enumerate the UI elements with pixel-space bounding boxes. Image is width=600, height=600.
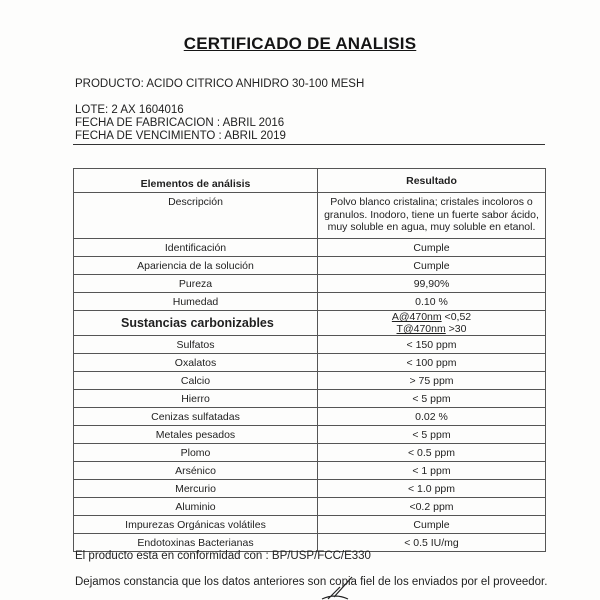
table-row — [74, 275, 546, 293]
element-cell: Identificación — [74, 239, 318, 257]
element-cell: Plomo — [74, 444, 318, 462]
result-cell: Cumple — [318, 257, 546, 275]
table-row — [74, 239, 546, 257]
table-row — [74, 257, 546, 275]
element-cell: Hierro — [74, 390, 318, 408]
element-cell: Humedad — [74, 293, 318, 311]
result-cell: < 0.5 ppm — [318, 444, 546, 462]
element-cell: Endotoxinas Bacterianas — [74, 534, 318, 552]
table-row — [74, 516, 546, 534]
header-result: Resultado — [318, 169, 546, 193]
table-row — [74, 408, 546, 426]
signature-mark — [300, 575, 380, 600]
element-cell: Calcio — [74, 372, 318, 390]
header-divider — [73, 144, 545, 145]
result-cell: <0.2 ppm — [318, 498, 546, 516]
result-cell: 0.02 % — [318, 408, 546, 426]
result-cell: 0.10 % — [318, 293, 546, 311]
table-row — [74, 534, 546, 552]
document-title: CERTIFICADO DE ANALISIS — [183, 34, 417, 53]
result-cell: < 5 ppm — [318, 426, 546, 444]
lot-line: LOTE: 2 AX 1604016 — [75, 104, 184, 116]
description-line: granulos. Inodoro, tiene un fuerte sabor ácido, — [324, 208, 539, 221]
result-cell: < 1.0 ppm — [318, 480, 546, 498]
result-cell: 99,90% — [318, 275, 546, 293]
element-cell: Descripción — [74, 193, 318, 239]
transmittance-label: T@470nm — [396, 323, 446, 335]
element-cell: Sustancias carbonizables — [74, 311, 318, 336]
copy-statement: Dejamos constancia que los datos anteriores son copia fiel de los enviados por el proveedor. — [75, 576, 548, 588]
description-line: Polvo blanco cristalina; cristales incoloros o — [330, 196, 533, 208]
element-cell: Arsénico — [74, 462, 318, 480]
table-row — [74, 372, 546, 390]
element-cell: Mercurio — [74, 480, 318, 498]
product-line: PRODUCTO: ACIDO CITRICO ANHIDRO 30-100 MESH — [75, 78, 365, 90]
result-cell: < 0.5 IU/mg — [318, 534, 546, 552]
absorbance-value: <0,52 — [441, 311, 472, 323]
result-cell — [318, 311, 546, 336]
transmittance-result — [321, 323, 542, 335]
table-row-carbonizables — [74, 311, 546, 336]
table-row — [74, 354, 546, 372]
description-line: muy soluble en agua, muy soluble en etanol. — [327, 221, 536, 233]
element-cell: Sulfatos — [74, 336, 318, 354]
expiry-date-line: FECHA DE VENCIMIENTO : ABRIL 2019 — [75, 130, 286, 142]
manufacture-date-line: FECHA DE FABRICACION : ABRIL 2016 — [75, 117, 285, 129]
table-header-row — [74, 169, 546, 193]
conformity-statement: El producto esta en conformidad con : BP/USP/FCC/E330 — [75, 550, 371, 562]
table-row — [74, 293, 546, 311]
result-cell: Cumple — [318, 239, 546, 257]
table-row — [74, 498, 546, 516]
result-cell: Cumple — [318, 516, 546, 534]
element-cell: Oxalatos — [74, 354, 318, 372]
table-row — [74, 480, 546, 498]
element-cell: Impurezas Orgánicas volátiles — [74, 516, 318, 534]
header-elements: Elementos de análisis — [74, 169, 318, 193]
analysis-table — [73, 168, 546, 552]
table-row — [74, 426, 546, 444]
element-cell: Cenizas sulfatadas — [74, 408, 318, 426]
absorbance-label: A@470nm — [391, 311, 442, 323]
transmittance-value: >30 — [445, 323, 467, 335]
table-row — [74, 462, 546, 480]
table-row-description — [74, 193, 546, 239]
element-cell: Aluminio — [74, 498, 318, 516]
result-cell — [318, 193, 546, 239]
result-cell: < 100 ppm — [318, 354, 546, 372]
result-cell: < 5 ppm — [318, 390, 546, 408]
result-cell: < 150 ppm — [318, 336, 546, 354]
table-row — [74, 444, 546, 462]
result-cell: > 75 ppm — [318, 372, 546, 390]
table-row — [74, 390, 546, 408]
absorbance-result — [321, 311, 542, 323]
result-cell: < 1 ppm — [318, 462, 546, 480]
element-cell: Metales pesados — [74, 426, 318, 444]
table-row — [74, 336, 546, 354]
element-cell: Apariencia de la solución — [74, 257, 318, 275]
element-cell: Pureza — [74, 275, 318, 293]
